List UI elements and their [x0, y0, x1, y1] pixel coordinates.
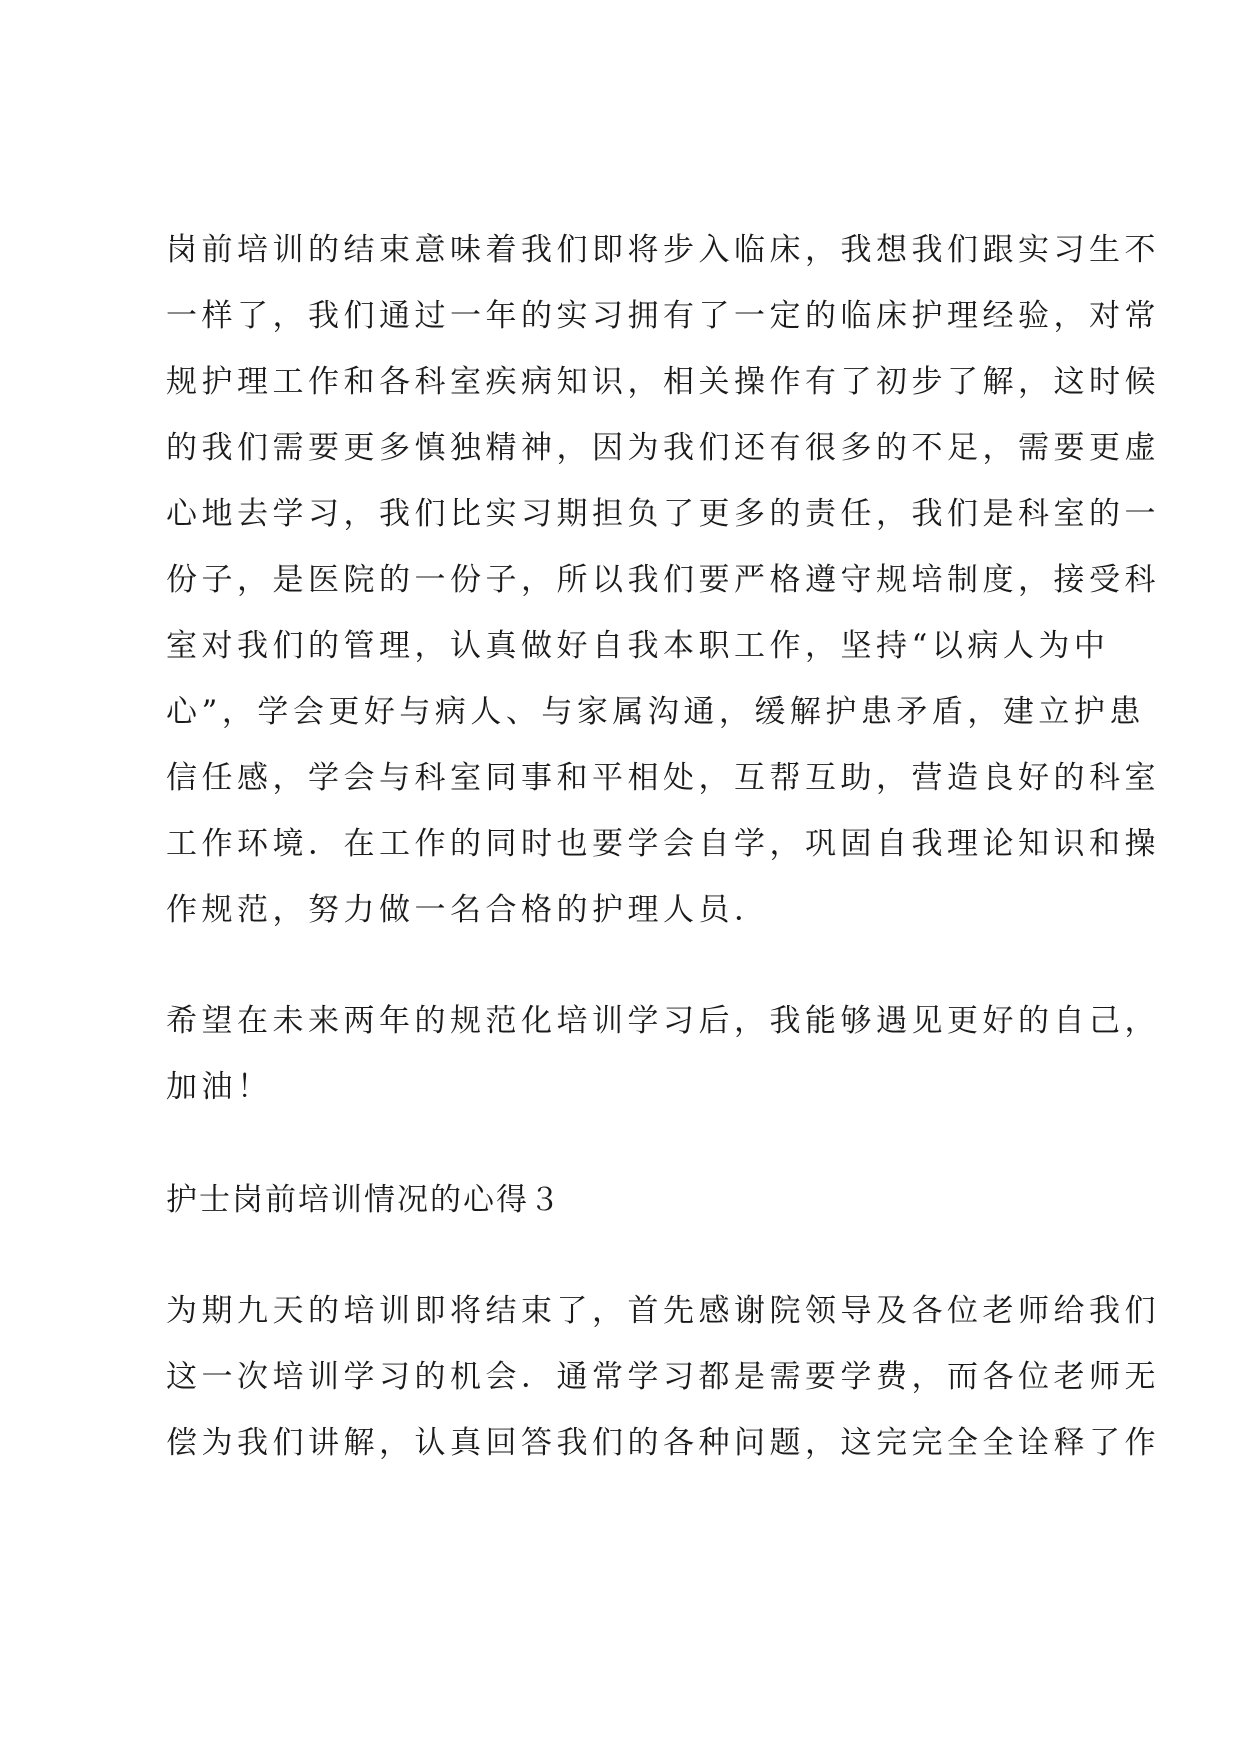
paragraph-line: 偿为我们讲解，认真回答我们的各种问题，这完完全全诠释了作 — [166, 1425, 1160, 1461]
paragraph-line: 心地去学习，我们比实习期担负了更多的责任，我们是科室的一 — [166, 496, 1160, 532]
paragraph-line: 一样了，我们通过一年的实习拥有了一定的临床护理经验，对常 — [166, 298, 1160, 334]
section-heading: 护士岗前培训情况的心得３ — [166, 1182, 562, 1218]
paragraph-line: 希望在未来两年的规范化培训学习后，我能够遇见更好的自己， — [166, 1003, 1160, 1039]
paragraph-line: 岗前培训的结束意味着我们即将步入临床，我想我们跟实习生不 — [166, 232, 1160, 268]
paragraph-line: 心”，学会更好与病人、与家属沟通，缓解护患矛盾，建立护患 — [166, 694, 1145, 730]
paragraph-line: 规护理工作和各科室疾病知识，相关操作有了初步了解，这时候 — [166, 364, 1160, 400]
paragraph-line: 为期九天的培训即将结束了，首先感谢院领导及各位老师给我们 — [166, 1293, 1160, 1329]
paragraph-line: 这一次培训学习的机会．通常学习都是需要学费，而各位老师无 — [166, 1359, 1160, 1395]
paragraph-line: 工作环境．在工作的同时也要学会自学，巩固自我理论知识和操 — [166, 826, 1160, 862]
paragraph-line: 信任感，学会与科室同事和平相处，互帮互助，营造良好的科室 — [166, 760, 1160, 796]
paragraph-line: 加油！ — [166, 1069, 273, 1105]
paragraph-line: 的我们需要更多慎独精神，因为我们还有很多的不足，需要更虚 — [166, 430, 1160, 466]
paragraph-line: 作规范，努力做一名合格的护理人员． — [166, 892, 770, 928]
paragraph-line: 室对我们的管理，认真做好自我本职工作，坚持“以病人为中 — [166, 628, 1110, 664]
paragraph-line: 份子，是医院的一份子，所以我们要严格遵守规培制度，接受科 — [166, 562, 1160, 598]
